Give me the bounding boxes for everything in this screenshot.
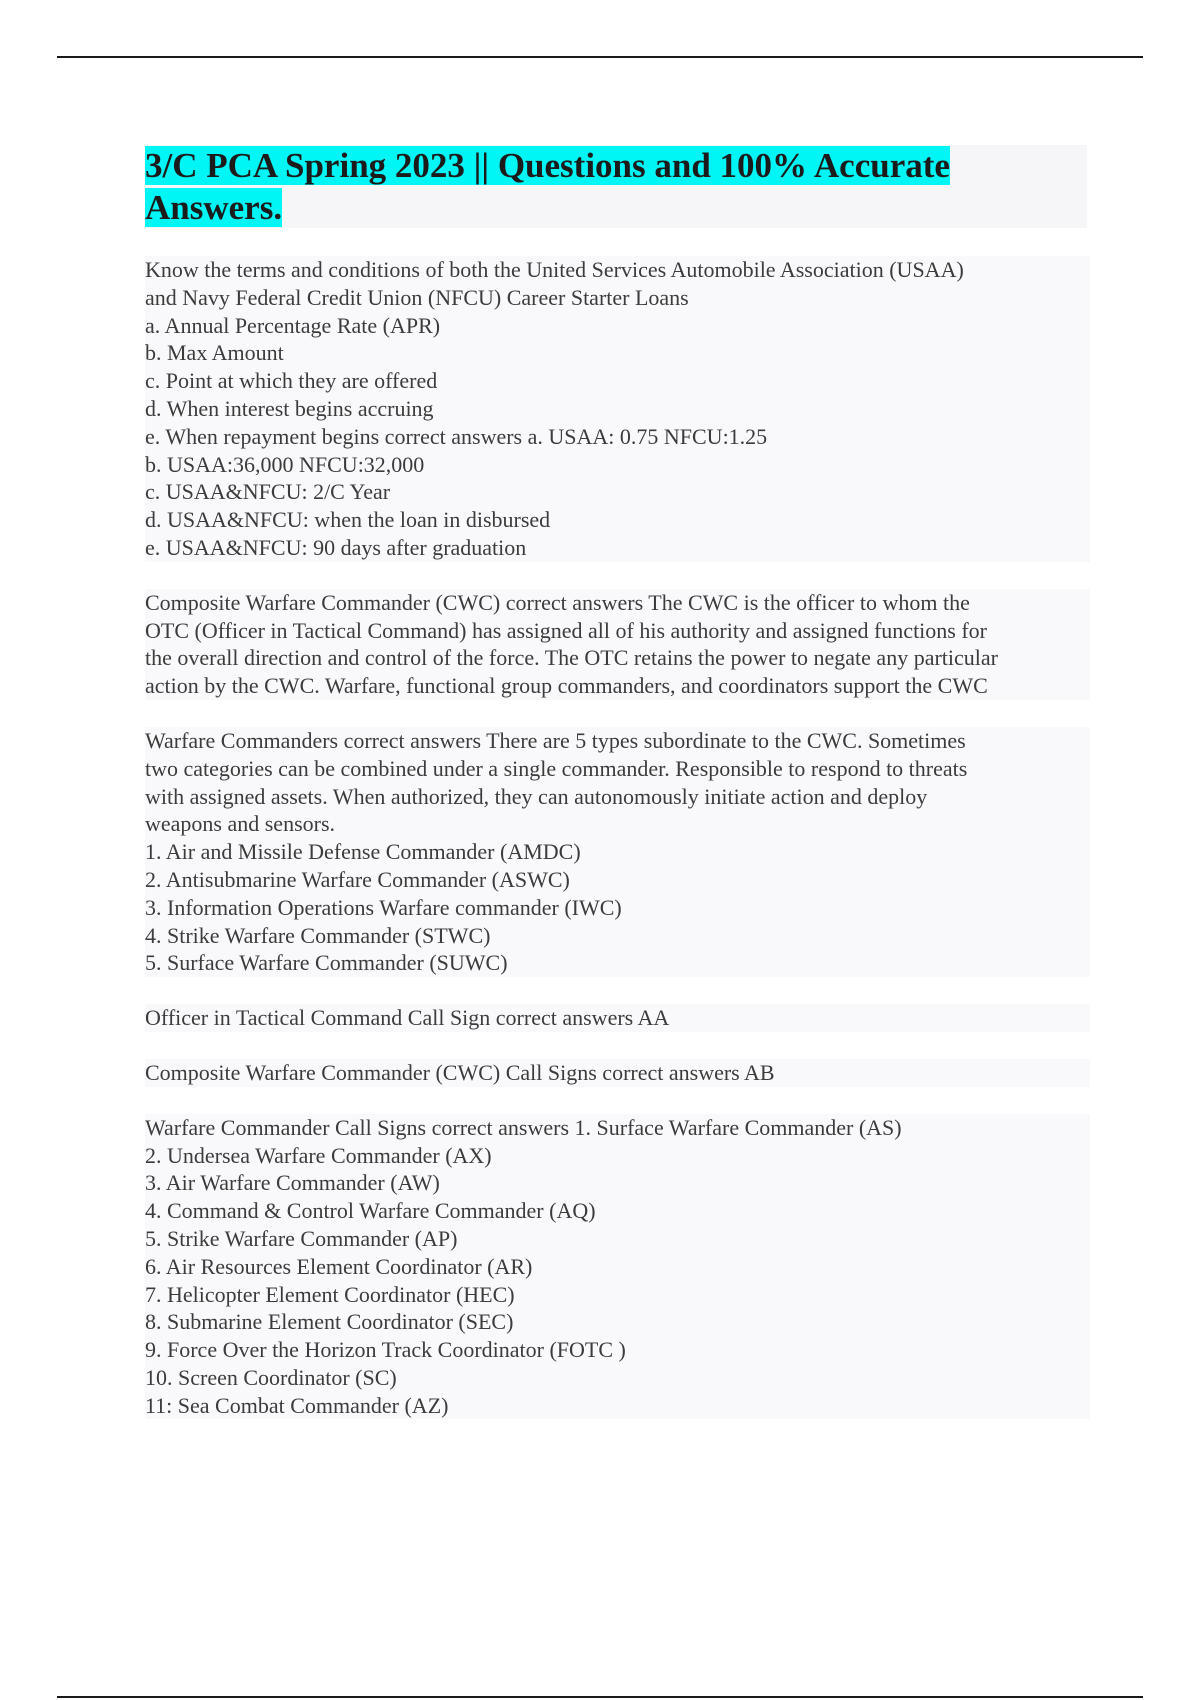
qa-line: two categories can be combined under a single commander. Responsible to respond to threats	[145, 755, 968, 781]
qa-line: and Navy Federal Credit Union (NFCU) Career Starter Loans	[145, 284, 689, 310]
qa-line: Officer in Tactical Command Call Sign correct answers AA	[145, 1005, 670, 1031]
qa-block	[145, 727, 1090, 977]
qa-line: 1. Air and Missile Defense Commander (AMDC)	[145, 839, 581, 865]
qa-line: c. Point at which they are offered	[145, 368, 438, 394]
qa-line: Warfare Commander Call Signs correct answers 1. Surface Warfare Commander (AS)	[145, 1114, 902, 1140]
qa-line: d. USAA&NFCU: when the loan in disbursed	[145, 507, 551, 533]
qa-line: e. When repayment begins correct answers a. USAA: 0.75 NFCU:1.25	[145, 423, 768, 449]
qa-line: b. USAA:36,000 NFCU:32,000	[145, 451, 425, 477]
qa-line: 8. Submarine Element Coordinator (SEC)	[145, 1309, 514, 1335]
qa-line: weapons and sensors.	[145, 811, 336, 837]
document-body	[145, 256, 1090, 1446]
qa-line: Warfare Commanders correct answers There are 5 types subordinate to the CWC. Sometimes	[145, 727, 966, 753]
qa-line: Composite Warfare Commander (CWC) correct answers The CWC is the officer to whom the	[145, 589, 970, 615]
qa-line: 3. Air Warfare Commander (AW)	[145, 1170, 440, 1196]
qa-line: OTC (Officer in Tactical Command) has assigned all of his authority and assigned functions for	[145, 617, 988, 643]
qa-line: 4. Command & Control Warfare Commander (AQ)	[145, 1198, 596, 1224]
qa-line: d. When interest begins accruing	[145, 395, 434, 421]
qa-line: a. Annual Percentage Rate (APR)	[145, 312, 441, 338]
title-block	[145, 145, 1087, 228]
bottom-rule	[57, 1696, 1143, 1698]
qa-line: 5. Strike Warfare Commander (AP)	[145, 1225, 458, 1251]
title-line-2: Answers.	[145, 188, 283, 227]
qa-line: 11: Sea Combat Commander (AZ)	[145, 1392, 449, 1418]
qa-line: the overall direction and control of the force. The OTC retains the power to negate any particular	[145, 645, 998, 671]
qa-block	[145, 1059, 1090, 1087]
qa-line: with assigned assets. When authorized, they can autonomously initiate action and deploy	[145, 783, 928, 809]
qa-line: 5. Surface Warfare Commander (SUWC)	[145, 950, 508, 976]
qa-line: b. Max Amount	[145, 340, 284, 366]
qa-line: 2. Antisubmarine Warfare Commander (ASWC)	[145, 866, 570, 892]
page-title	[145, 145, 1087, 229]
qa-block	[145, 589, 1090, 700]
qa-line: 9. Force Over the Horizon Track Coordinator (FOTC )	[145, 1337, 626, 1363]
qa-line: 4. Strike Warfare Commander (STWC)	[145, 922, 491, 948]
qa-line: e. USAA&NFCU: 90 days after graduation	[145, 534, 527, 560]
qa-line: 7. Helicopter Element Coordinator (HEC)	[145, 1281, 515, 1307]
qa-block	[145, 1114, 1090, 1420]
qa-line: 3. Information Operations Warfare commander (IWC)	[145, 894, 622, 920]
qa-block	[145, 1004, 1090, 1032]
qa-line: Composite Warfare Commander (CWC) Call Signs correct answers AB	[145, 1059, 775, 1085]
qa-line: 2. Undersea Warfare Commander (AX)	[145, 1142, 492, 1168]
qa-line: 10. Screen Coordinator (SC)	[145, 1364, 397, 1390]
qa-line: c. USAA&NFCU: 2/C Year	[145, 479, 391, 505]
qa-line: action by the CWC. Warfare, functional group commanders, and coordinators support the CWC	[145, 673, 988, 699]
title-line-1: 3/C PCA Spring 2023 || Questions and 100% Accurate	[145, 146, 950, 185]
qa-line: 6. Air Resources Element Coordinator (AR)	[145, 1253, 533, 1279]
qa-block	[145, 256, 1090, 562]
top-rule	[57, 56, 1143, 58]
qa-line: Know the terms and conditions of both the United Services Automobile Association (USAA)	[145, 257, 964, 282]
